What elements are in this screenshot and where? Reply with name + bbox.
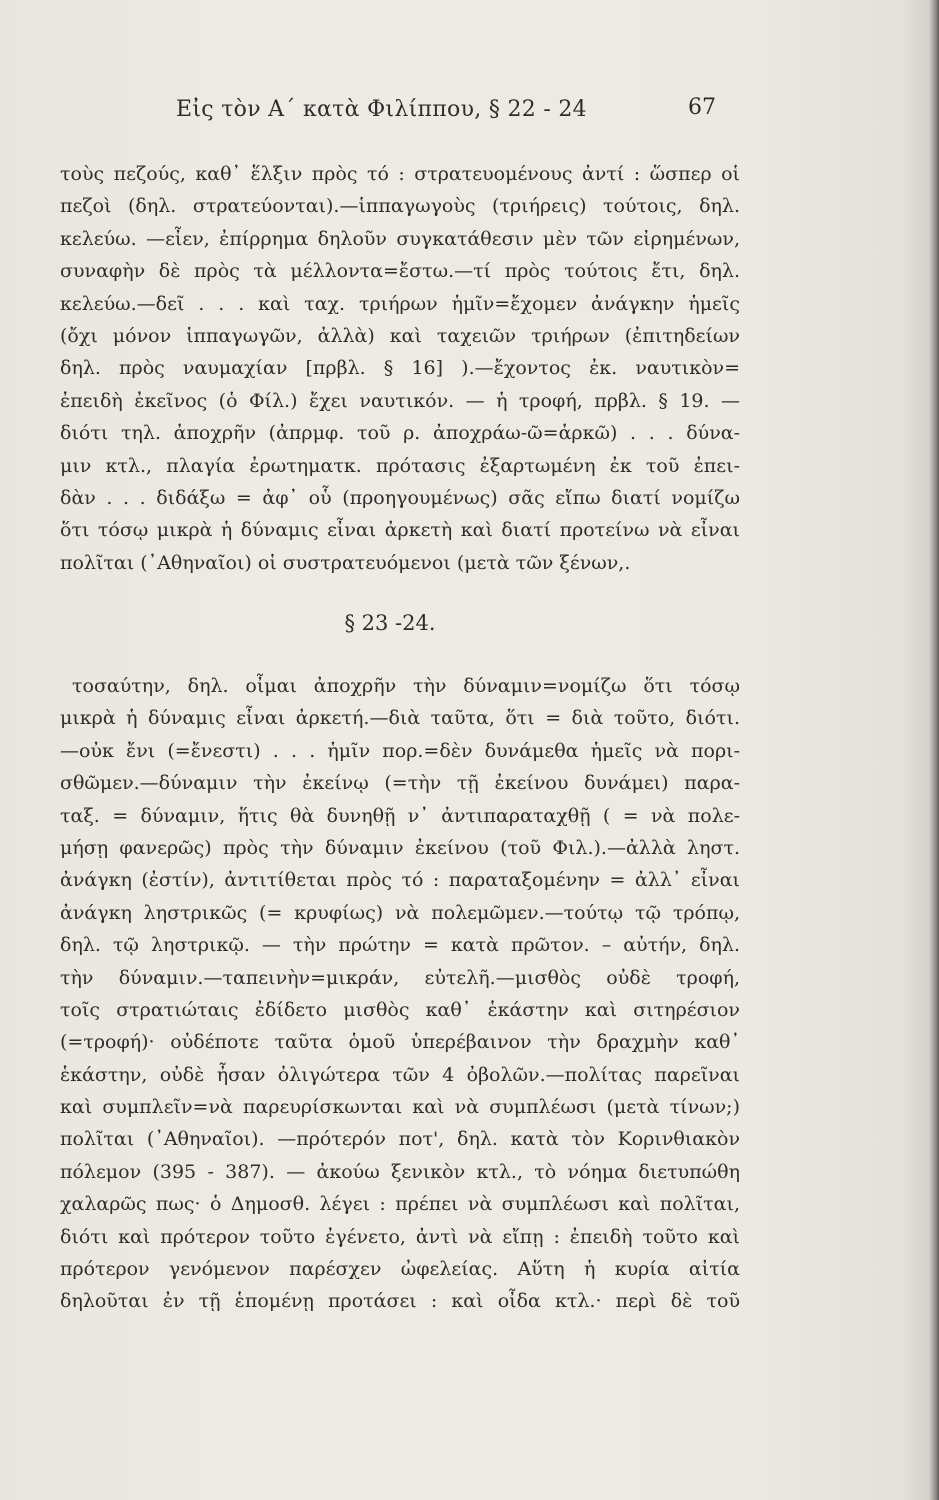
page-number: 67: [688, 95, 716, 120]
text-line: κελεύω.—δεῖ . . . καὶ ταχ. τριήρων ἡμῖν=ἔχομεν ἀνάγκην ἡμεῖς: [60, 292, 740, 315]
text-line: ἑκάστην, οὐδὲ ἦσαν ὀλιγώτερα τῶν 4 ὀβολῶν.—πολίτας παρεῖναι: [60, 1063, 740, 1086]
section-heading-text: § 23 -24.: [344, 611, 436, 635]
text-line: ὅτι τόσῳ μικρὰ ἡ δύναμις εἶναι ἀρκετὴ καὶ διατί προτείνω νὰ εἶναι: [60, 519, 740, 542]
text-line: —οὐκ ἔνι (=ἔνεστι) . . . ἡμῖν πορ.=δὲν δυνάμεθα ἡμεῖς νὰ πορι-: [60, 739, 740, 762]
text-line: διότι τηλ. ἀποχρῆν (ἀπρμφ. τοῦ ρ. ἀποχράω-ῶ=ἀρκῶ) . . . δύνα-: [60, 422, 740, 445]
text-line: κελεύω. —εἶεν, ἐπίρρημα δηλοῦν συγκατάθεσιν μὲν τῶν εἰρημένων,: [60, 227, 740, 250]
text-line: χαλαρῶς πως· ὁ Δημοσθ. λέγει : πρέπει νὰ συμπλέωσι καὶ πολῖται,: [60, 1193, 740, 1216]
text-line: δηλ. πρὸς ναυμαχίαν [πρβλ. § 16] ).—ἔχοντος ἐκ. ναυτικὸν=: [60, 357, 740, 380]
text-line: τοὺς πεζούς, καθ᾿ ἕλξιν πρὸς τό : στρατευομένους ἀντί : ὥσπερ οἱ: [60, 163, 740, 185]
text-line: πολῖται (᾿Αθηναῖοι) οἱ συστρατευόμενοι (μετὰ τῶν ξένων,.: [60, 551, 631, 574]
text-line: συναφὴν δὲ πρὸς τὰ μέλλοντα=ἔστω.—τί πρὸς τούτοις ἔτι, δηλ.: [60, 260, 740, 283]
text-line: ἐπειδὴ ἐκεῖνος (ὁ Φίλ.) ἔχει ναυτικόν. — ἡ τροφή, πρβλ. § 19. —: [60, 389, 740, 412]
page-header: [0, 97, 939, 137]
text-line: ἀνάγκη (ἐστίν), ἀντιτίθεται πρὸς τό : παραταξομένην = ἀλλ᾿ εἶναι: [60, 869, 740, 892]
text-line: τοσαύτην, δηλ. οἶμαι ἀποχρῆν τὴν δύναμιν=νομίζω ὅτι τόσῳ: [72, 675, 740, 697]
text-line: δηλ. τῷ ληστρικῷ. — τὴν πρώτην = κατὰ πρῶτον. – αὐτήν, δηλ.: [60, 934, 740, 957]
text-line: δὰν . . . διδάξω = ἀφ᾿ οὗ (προηγουμένως) σᾶς εἴπω διατί νομίζω: [60, 486, 740, 509]
text-line: σθῶμεν.—δύναμιν τὴν ἐκείνῳ (=τὴν τῇ ἐκείνου δυνάμει) παρα-: [60, 772, 740, 795]
running-title: Εἰς τὸν Α΄ κατὰ Φιλίππου, § 22 - 24: [176, 97, 587, 122]
text-line: δηλοῦται ἐν τῇ ἑπομένῃ προτάσει : καὶ οἶδα κτλ.· περὶ δὲ τοῦ: [60, 1290, 740, 1313]
text-line: διότι καὶ πρότερον τοῦτο ἐγένετο, ἀντὶ νὰ εἴπῃ : ἐπειδὴ τοῦτο καὶ: [60, 1225, 740, 1248]
text-line: πολῖται (᾿Αθηναῖοι). —πρότερόν ποτ', δηλ. κατὰ τὸν Κορινθιακὸν: [60, 1128, 740, 1151]
section-heading: [0, 611, 760, 635]
commentary-paragraph-2: [60, 670, 740, 1318]
text-line: (=τροφή)· οὐδέποτε ταῦτα ὁμοῦ ὑπερέβαινον τὴν δραχμὴν καθ᾿: [60, 1031, 740, 1054]
text-line: μικρὰ ἡ δύναμις εἶναι ἀρκετή.—διὰ ταῦτα, ὅτι = διὰ τοῦτο, διότι.: [60, 707, 740, 730]
text-line: μήσῃ φανερῶς) πρὸς τὴν δύναμιν ἐκείνου (τοῦ Φιλ.).—ἀλλὰ ληστ.: [60, 836, 740, 859]
text-line: πεζοὶ (δηλ. στρατεύονται).—ἱππαγωγοὺς (τριήρεις) τούτοις, δηλ.: [60, 195, 740, 218]
text-line: (ὄχι μόνον ἱππαγωγῶν, ἀλλὰ) καὶ ταχειῶν τριήρων (ἐπιτηδείων: [60, 324, 740, 347]
text-line: καὶ συμπλεῖν=νὰ παρευρίσκωνται καὶ νὰ συμπλέωσι (μετὰ τίνων;): [60, 1096, 740, 1119]
text-line: ἀνάγκη ληστρικῶς (= κρυφίως) νὰ πολεμῶμεν.—τούτῳ τῷ τρόπῳ,: [60, 901, 740, 924]
commentary-paragraph-1: [60, 158, 740, 579]
text-line: μιν κτλ., πλαγία ἐρωτηματκ. πρότασις ἐξαρτωμένη ἐκ τοῦ ἐπει-: [60, 454, 740, 477]
page-edge-shadow: [929, 0, 939, 1500]
text-line: πρότερον γενόμενον παρέσχεν ὠφελείας. Αὕτη ἡ κυρία αἰτία: [60, 1258, 740, 1281]
text-line: πόλεμον (395 - 387). — ἀκούω ξενικὸν κτλ., τὸ νόημα διετυπώθη: [60, 1160, 740, 1183]
text-line: ταξ. = δύναμιν, ἥτις θὰ δυνηθῇ ν᾿ ἀντιπαραταχθῇ ( = νὰ πολε-: [60, 804, 740, 827]
text-line: τοῖς στρατιώταις ἐδίδετο μισθὸς καθ᾿ ἑκάστην καὶ σιτηρέσιον: [60, 998, 740, 1021]
text-line: τὴν δύναμιν.—ταπεινὴν=μικράν, εὐτελῆ.—μισθὸς οὐδὲ τροφή,: [60, 966, 740, 989]
